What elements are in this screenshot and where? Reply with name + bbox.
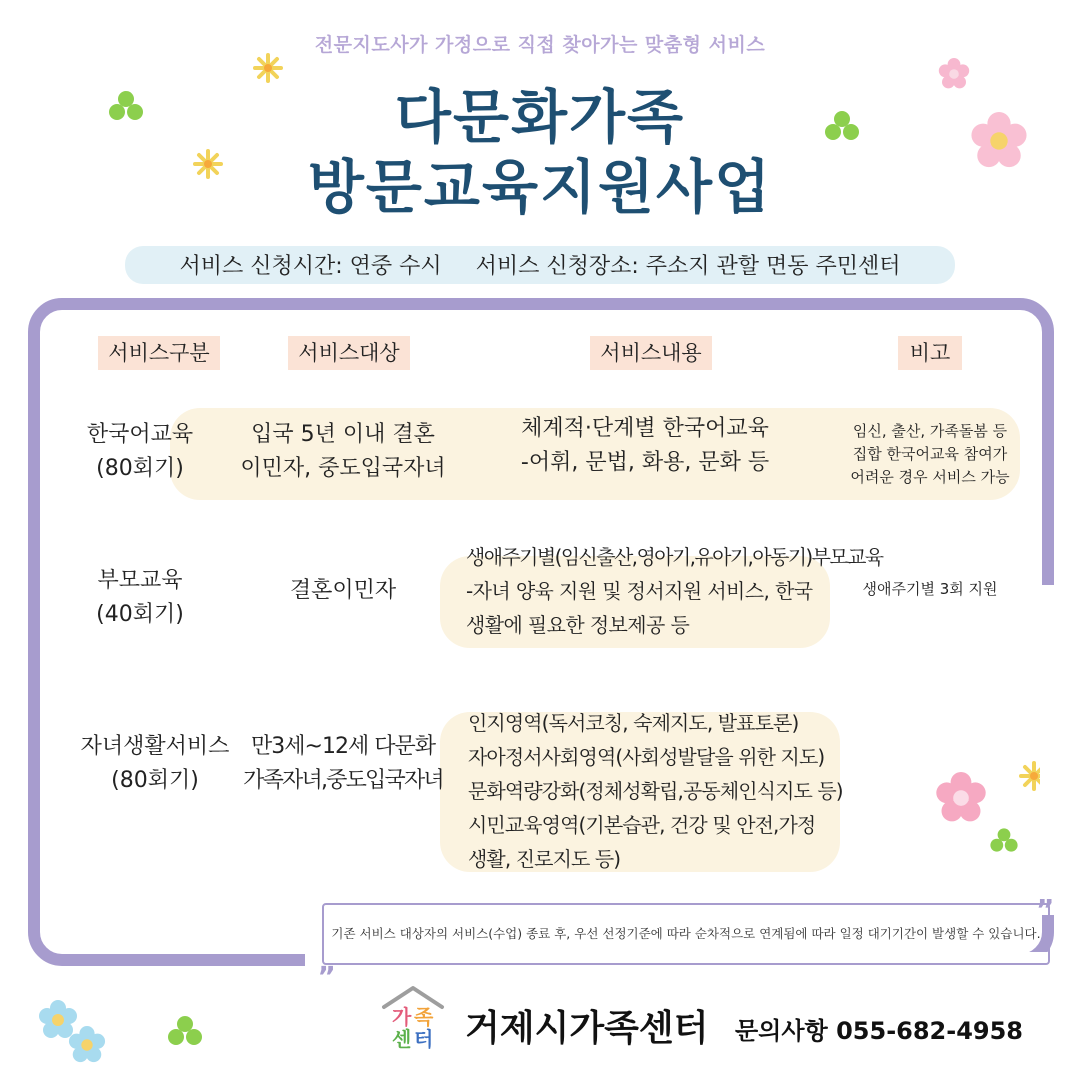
application-time: 서비스 신청시간: 연중 수시 <box>179 253 442 279</box>
table-row-3-category: 자녀생활서비스 (80회기) <box>80 734 230 793</box>
quote-mark-icon: ” <box>1036 893 1055 926</box>
page-subtitle: 전문지도사가 가정으로 직접 찾아가는 맞춤형 서비스 <box>314 34 766 56</box>
table-row-3-target: 만3세~12세 다문화 가족자녀,중도입국자녀 <box>243 734 443 793</box>
table-row-2-target: 결혼이민자 <box>289 578 397 603</box>
header-note: 비고 <box>898 336 962 370</box>
notice-box: 기존 서비스 대상자의 서비스(수업) 종료 후, 우선 선정기준에 따라 순차적으로 연계됨에 따라 일정 대기기간이 발생할 수 있습니다. <box>322 903 1050 965</box>
header-content: 서비스내용 <box>590 336 712 370</box>
table-row-2-content: 생애주기별(임신출산,영아기,유아기,아동기)부모교육 -자녀 양육 지원 및 정서지원 서비스, 한국 생활에 필요한 정보제공 등 <box>466 545 883 637</box>
application-place: 서비스 신청장소: 주소지 관할 면동 주민센터 <box>475 253 901 279</box>
table-row-1-target: 입국 5년 이내 결혼 이민자, 중도입국자녀 <box>240 422 446 481</box>
clover-icon <box>165 1013 205 1053</box>
header-target: 서비스대상 <box>288 336 410 370</box>
center-name: 거제시가족센터 <box>465 1008 709 1049</box>
table-row-1-content: 체계적·단계별 한국어교육 -어휘, 문법, 화용, 문화 등 <box>520 416 770 475</box>
header-category: 서비스구분 <box>98 336 220 370</box>
table-row-1-note: 임신, 출산, 가족돌봄 등 집합 한국어교육 참여가 어려운 경우 서비스 가능 <box>850 422 1010 486</box>
flower-icon <box>68 1026 106 1064</box>
contact-phone: 문의사항 055-682-4958 <box>735 1017 1024 1045</box>
info-bar <box>130 240 950 288</box>
center-logo: 가 족 센 터 <box>380 985 446 1055</box>
table-row-3-content: 인지영역(독서코칭, 숙제지도, 발표토론) 자아정서사회영역(사회성발달을 위한 지도) 문화역량강화(정체성확립,공동체인식지도 등) 시민교육영역(기본습관, 건강 및 안전,가정 생활, 진로지도 등) <box>468 711 843 871</box>
roof-icon <box>380 985 446 1011</box>
quote-mark-icon: „ <box>318 945 337 978</box>
table-row-2-category: 부모교육 (40회기) <box>96 568 184 627</box>
page-title-line2: 방문교육지원사업 <box>307 153 773 221</box>
page-title-line1: 다문화가족 <box>394 83 686 151</box>
table-row-1-category: 한국어교육 (80회기) <box>86 422 194 481</box>
table-row-2-note: 생애주기별 3회 지원 <box>862 580 998 598</box>
